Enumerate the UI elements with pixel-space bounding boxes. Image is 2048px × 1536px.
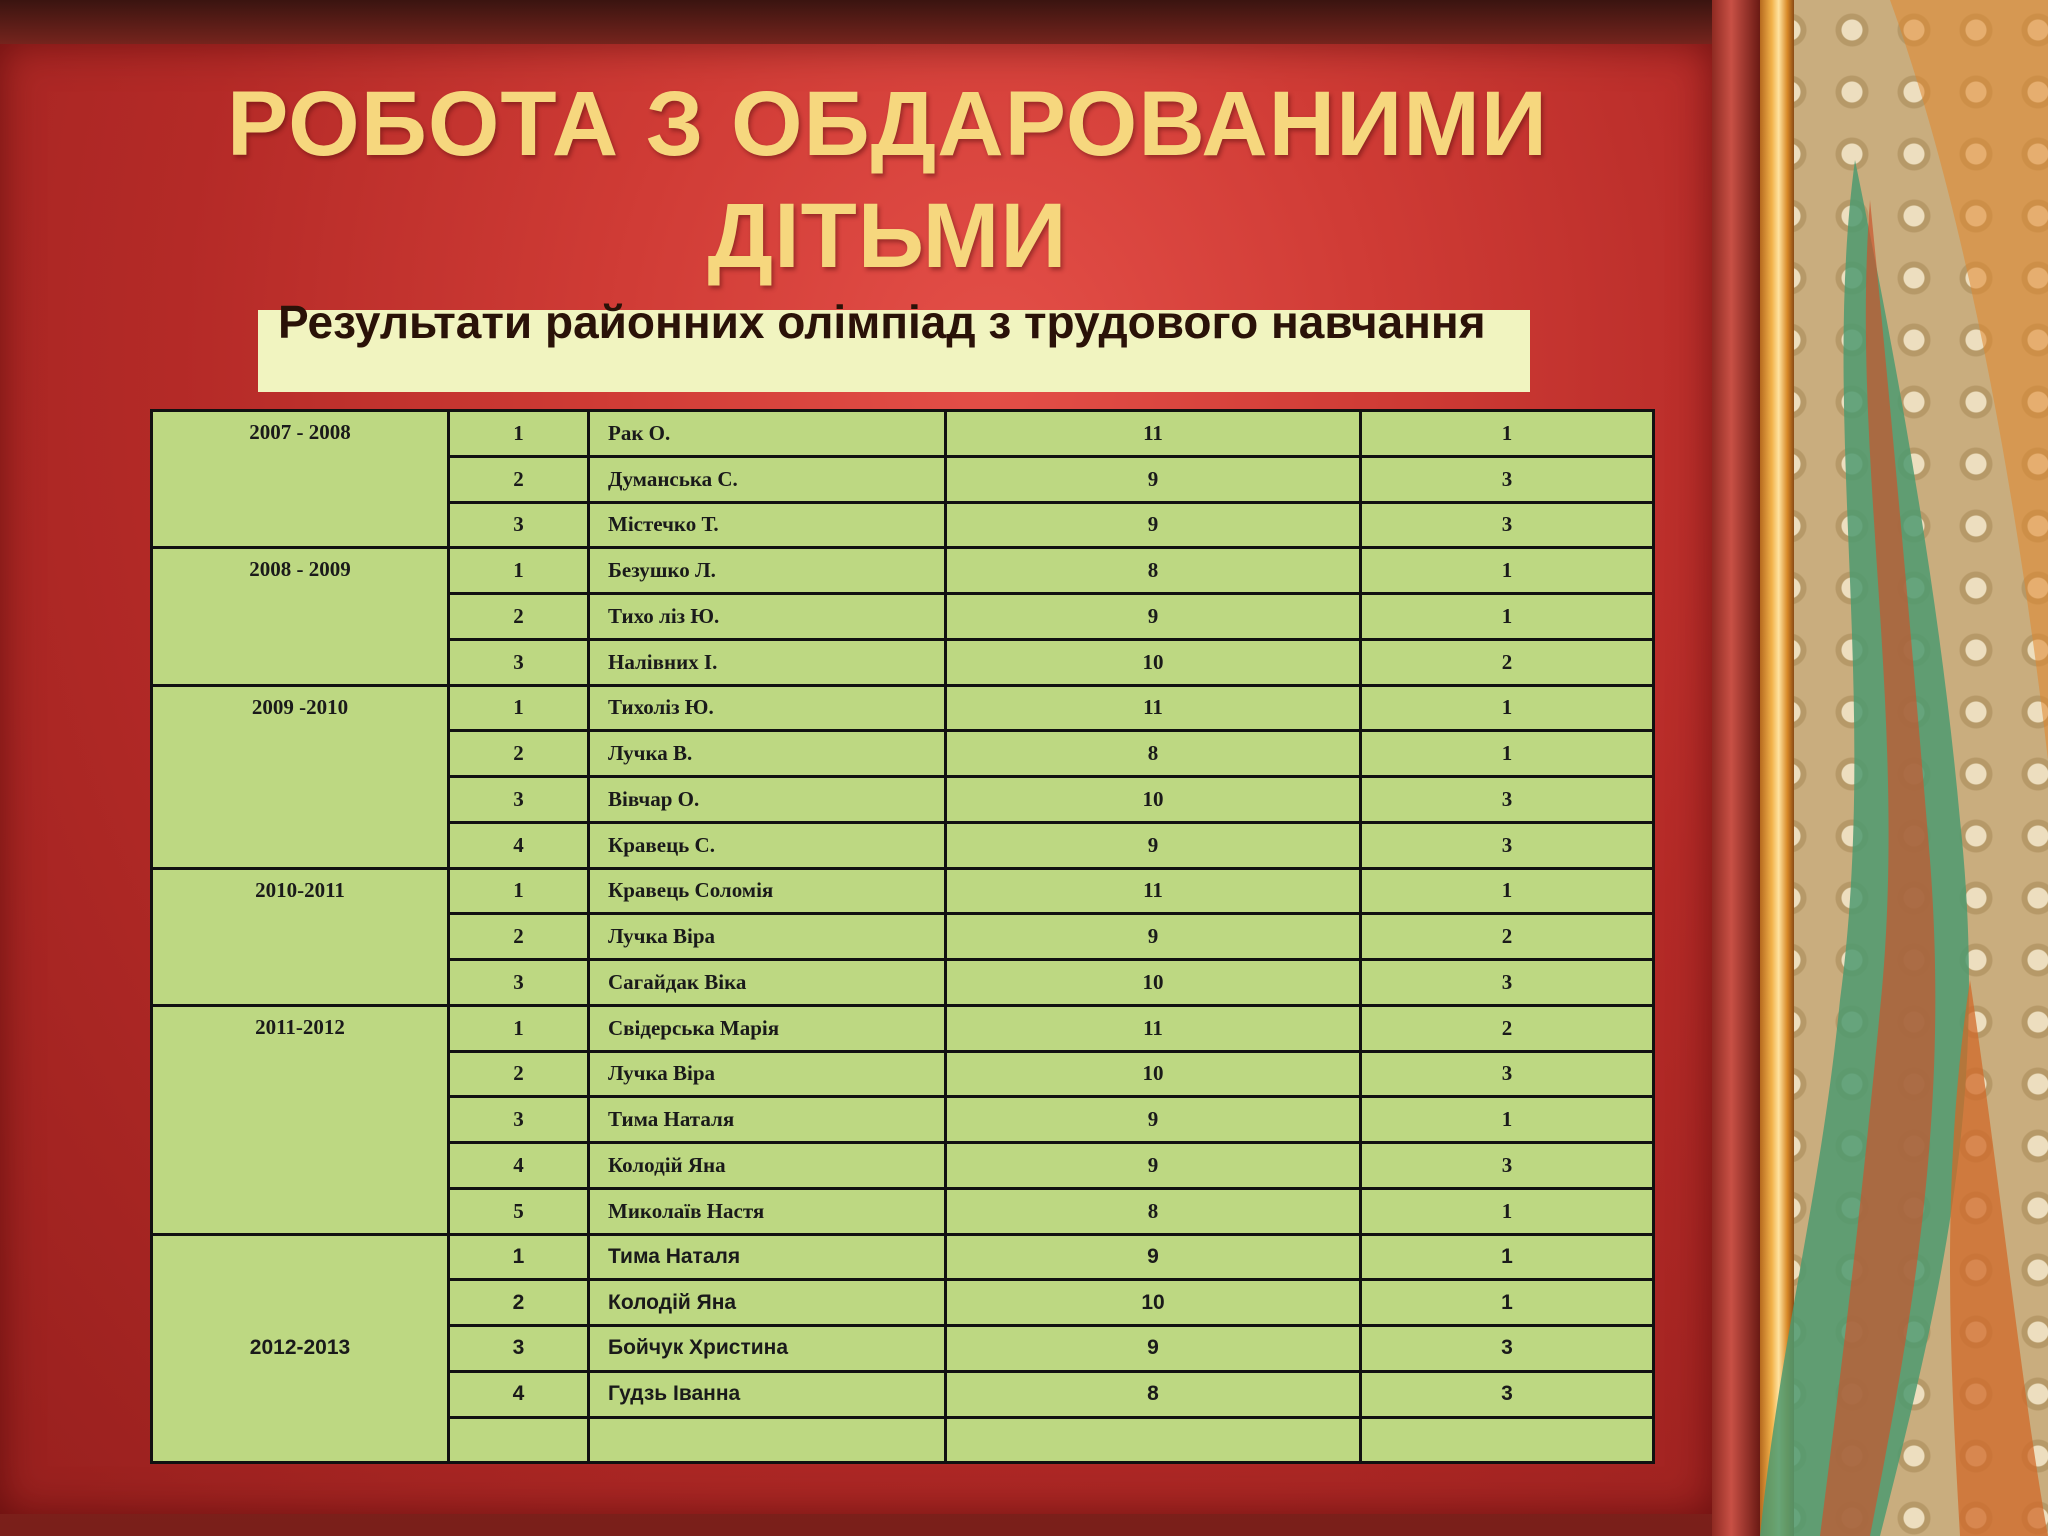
grade-cell: 9 xyxy=(946,1234,1361,1280)
student-name-cell: Безушко Л. xyxy=(589,548,946,594)
place-number-cell: 3 xyxy=(449,639,589,685)
student-name-cell: Кравець С. xyxy=(589,822,946,868)
grade-cell: 9 xyxy=(946,594,1361,640)
student-name-cell: Миколаїв Настя xyxy=(589,1188,946,1234)
student-name-cell: Свідерська Марія xyxy=(589,1005,946,1051)
place-number-cell: 1 xyxy=(449,548,589,594)
decorative-pattern-panel xyxy=(1760,0,2048,1536)
result-cell: 3 xyxy=(1361,960,1654,1006)
decorative-drape xyxy=(1760,0,2048,1536)
place-number-cell: 2 xyxy=(449,594,589,640)
result-cell: 3 xyxy=(1361,502,1654,548)
grade-cell: 8 xyxy=(946,1188,1361,1234)
place-number-cell: 2 xyxy=(449,1051,589,1097)
grade-cell: 9 xyxy=(946,822,1361,868)
student-name-cell: Налівних І. xyxy=(589,639,946,685)
year-cell: 2007 - 2008 xyxy=(152,411,449,548)
place-number-cell xyxy=(449,1417,589,1463)
student-name-cell: Гудзь Іванна xyxy=(589,1371,946,1417)
result-cell: 2 xyxy=(1361,914,1654,960)
place-number-cell: 2 xyxy=(449,456,589,502)
year-cell: 2012-2013 xyxy=(152,1234,449,1463)
table-row xyxy=(152,411,1654,457)
place-number-cell: 3 xyxy=(449,1326,589,1372)
student-name-cell: Вівчар О. xyxy=(589,777,946,823)
result-cell: 1 xyxy=(1361,1097,1654,1143)
grade-cell: 10 xyxy=(946,1280,1361,1326)
place-number-cell: 2 xyxy=(449,1280,589,1326)
result-cell: 1 xyxy=(1361,685,1654,731)
grade-cell: 10 xyxy=(946,960,1361,1006)
grade-cell: 9 xyxy=(946,1143,1361,1189)
grade-cell: 8 xyxy=(946,731,1361,777)
place-number-cell: 3 xyxy=(449,777,589,823)
student-name-cell: Лучка Віра xyxy=(589,1051,946,1097)
result-cell xyxy=(1361,1417,1654,1463)
year-cell: 2010-2011 xyxy=(152,868,449,1005)
grade-cell: 9 xyxy=(946,502,1361,548)
result-cell: 3 xyxy=(1361,456,1654,502)
grade-cell: 9 xyxy=(946,456,1361,502)
student-name-cell: Колодій Яна xyxy=(589,1280,946,1326)
table-row xyxy=(152,548,1654,594)
place-number-cell: 4 xyxy=(449,822,589,868)
student-name-cell: Бойчук Христина xyxy=(589,1326,946,1372)
student-name-cell: Рак О. xyxy=(589,411,946,457)
result-cell: 3 xyxy=(1361,1051,1654,1097)
place-number-cell: 1 xyxy=(449,1005,589,1051)
olympiad-results-table xyxy=(150,409,1655,1464)
student-name-cell: Містечко Т. xyxy=(589,502,946,548)
place-number-cell: 4 xyxy=(449,1371,589,1417)
student-name-cell: Тихоліз Ю. xyxy=(589,685,946,731)
grade-cell: 11 xyxy=(946,868,1361,914)
result-cell: 2 xyxy=(1361,1005,1654,1051)
grade-cell: 11 xyxy=(946,685,1361,731)
year-cell: 2009 -2010 xyxy=(152,685,449,868)
panel-edge xyxy=(1712,0,1760,1536)
result-cell: 2 xyxy=(1361,639,1654,685)
result-cell: 3 xyxy=(1361,1371,1654,1417)
student-name-cell: Кравець Соломія xyxy=(589,868,946,914)
student-name-cell: Тихо ліз Ю. xyxy=(589,594,946,640)
student-name-cell: Тима Наталя xyxy=(589,1234,946,1280)
page-title-line1: РОБОТА З ОБДАРОВАНИМИ xyxy=(227,73,1548,175)
grade-cell: 10 xyxy=(946,639,1361,685)
student-name-cell: Лучка Віра xyxy=(589,914,946,960)
student-name-cell: Лучка В. xyxy=(589,731,946,777)
place-number-cell: 2 xyxy=(449,914,589,960)
grade-cell: 10 xyxy=(946,1051,1361,1097)
result-cell: 1 xyxy=(1361,411,1654,457)
subtitle: Результати районних олімпіад з трудового навчання xyxy=(278,296,1486,348)
grade-cell: 9 xyxy=(946,1097,1361,1143)
result-cell: 3 xyxy=(1361,1143,1654,1189)
year-cell: 2008 - 2009 xyxy=(152,548,449,685)
place-number-cell: 1 xyxy=(449,411,589,457)
table-row xyxy=(152,1234,1654,1280)
result-cell: 1 xyxy=(1361,594,1654,640)
place-number-cell: 4 xyxy=(449,1143,589,1189)
grade-cell: 10 xyxy=(946,777,1361,823)
result-cell: 1 xyxy=(1361,1188,1654,1234)
result-cell: 3 xyxy=(1361,1326,1654,1372)
result-cell: 3 xyxy=(1361,777,1654,823)
grade-cell xyxy=(946,1417,1361,1463)
table-row xyxy=(152,868,1654,914)
result-cell: 1 xyxy=(1361,731,1654,777)
result-cell: 3 xyxy=(1361,822,1654,868)
result-cell: 1 xyxy=(1361,548,1654,594)
grade-cell: 11 xyxy=(946,1005,1361,1051)
place-number-cell: 1 xyxy=(449,1234,589,1280)
result-cell: 1 xyxy=(1361,868,1654,914)
place-number-cell: 3 xyxy=(449,960,589,1006)
student-name-cell: Тима Наталя xyxy=(589,1097,946,1143)
place-number-cell: 2 xyxy=(449,731,589,777)
grade-cell: 8 xyxy=(946,548,1361,594)
student-name-cell: Колодій Яна xyxy=(589,1143,946,1189)
year-cell: 2011-2012 xyxy=(152,1005,449,1234)
grade-cell: 9 xyxy=(946,1326,1361,1372)
result-cell: 1 xyxy=(1361,1280,1654,1326)
place-number-cell: 5 xyxy=(449,1188,589,1234)
student-name-cell: Думанська С. xyxy=(589,456,946,502)
place-number-cell: 3 xyxy=(449,1097,589,1143)
place-number-cell: 1 xyxy=(449,685,589,731)
student-name-cell xyxy=(589,1417,946,1463)
table-row xyxy=(152,685,1654,731)
result-cell: 1 xyxy=(1361,1234,1654,1280)
grade-cell: 9 xyxy=(946,914,1361,960)
grade-cell: 8 xyxy=(946,1371,1361,1417)
place-number-cell: 3 xyxy=(449,502,589,548)
table-row xyxy=(152,1005,1654,1051)
place-number-cell: 1 xyxy=(449,868,589,914)
page-title-line2: ДІТЬМИ xyxy=(707,185,1068,287)
grade-cell: 11 xyxy=(946,411,1361,457)
student-name-cell: Сагайдак Віка xyxy=(589,960,946,1006)
